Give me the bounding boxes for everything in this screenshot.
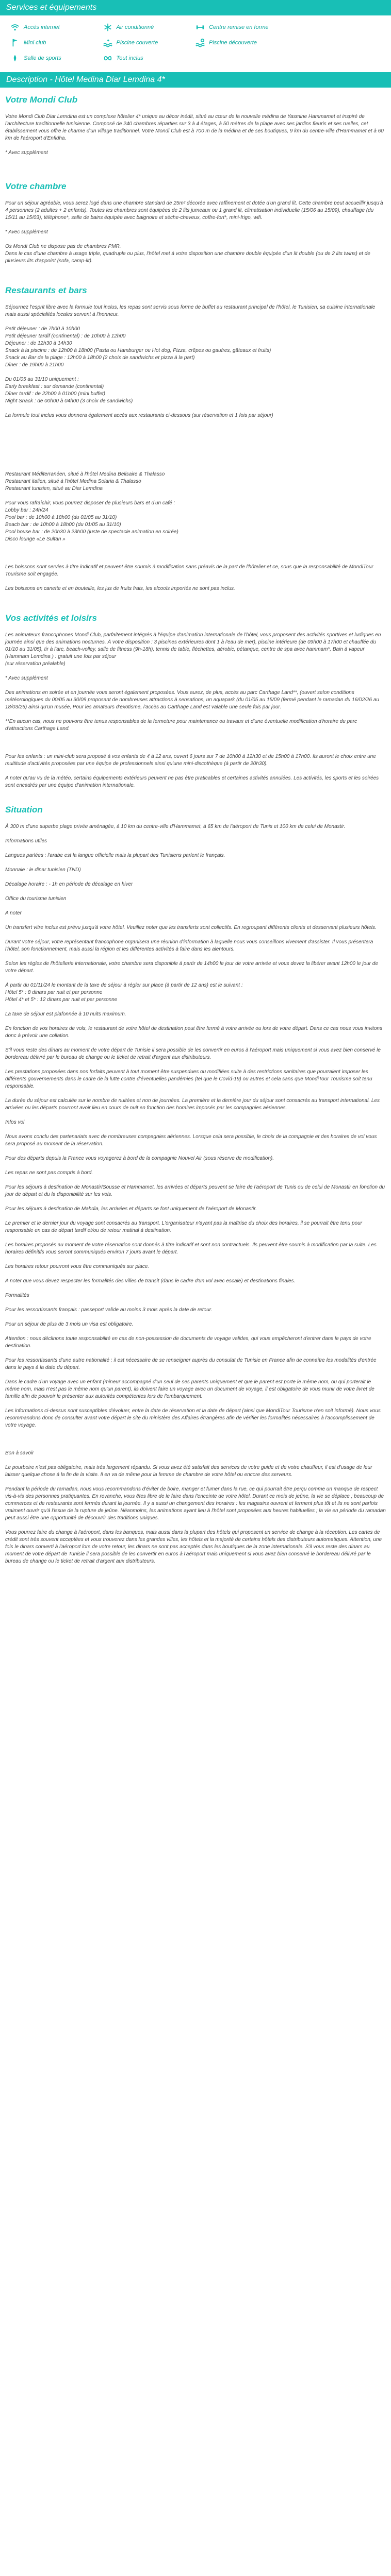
amenity-label: Piscine couverte [116,40,158,46]
paragraph: Les boissons sont servies à titre indicatif et peuvent être soumis à modification sans préavis de la part de l'hôtelier et ce, sous que la responsabilité de MondiTour Tourisme soit engagée. [5,564,373,577]
paragraph: Dans le cas d'une chambre à usage triple, quadruple ou plus, l'hôtel met à votre disposition une chambre double équipée d'un lit double (ou de 2 lits twins) et de plusieurs lits d'appoint (sofa, camp-lit). [5,251,370,264]
paragraph: Vous pourrez faire du change à l'aéroport, dans les banques, mais aussi dans la plupart des hôtels qui proposent un service de change à la réception. Les cartes de crédit sont très souvent acceptées et vous trouverez dans les grandes villes, les hôtels et la majorité de certains hôtels des distributeurs automatiques. Attention, une fois le dinars converti à l'aéroport lors de votre retour, les dinars ne sont pas acceptés dans les boutiques de la zone internationale. S'il vous reste des dinars au moment de votre départ de Tunisie il sera possible de les convertir en euros à l'aéroport mais uniquement si vous avez bien conservé le bordereau délivré par le bureau de change ou le ticket de retrait d'argent aux distributeurs. [5,1530,382,1564]
paragraph: A noter [5,910,22,916]
paragraph: En fonction de vos horaires de vols, le restaurant de votre hôtel de destination peut être fermé à votre arrivée ou lors de votre départ. Dans ce cas nous vous invitons donc à prévoir une collation. [5,1026,382,1039]
paragraph: Dans le cadre d'un voyage avec un enfant (mineur accompagné d'un seul de ses parents uniquement et que le parent est porte le même nom, ou qui porterait le même nom, mais n'est pas le même nom qu'un parent), ils doivent faire un voyage avec un document de voyage, il est obligatoire de vous munir de votre livret de famille afin de pouvoir le présenter aux autorités compétentes lors de l'embarquement. [5,1379,374,1399]
amenity-label: Tout inclus [116,55,143,61]
services-title: Services et équipements [6,3,97,12]
amenity-fitness [196,23,288,32]
paragraph: (sur réservation préalable) [5,661,66,667]
meal-hours: Déjeuner : de 12h30 à 14h30 [5,341,72,346]
amenity-label: Air conditionné [116,24,154,30]
paragraph: Formalités [5,1293,29,1298]
paragraph: Le premier et le dernier jour du voyage sont consacrés au transport. L'organisateur n'ayant pas la maîtrise du choix des horaires, il se pourrait être tenu pour responsable en cas de départ tardif et/ou de retour matinal à destination. [5,1221,362,1233]
paragraph: La durée du séjour est calculée sur le nombre de nuitées et non de journées. La première et la dernière jour du séjour sont consacrés au transport international. Les arrivées ou les départs pourront avoir lieu en cours de nuit en fonction des horaires imposés par les compagnies aériennes. [5,1098,380,1111]
paragraph: Os Mondi Club ne dispose pas de chambres PMR. [5,244,121,249]
paragraph: Un transfert vitre inclus est prévu jusqu'à votre hôtel. Veuillez noter que les transferts sont collectifs. En regroupant différents clients et desservant plusieurs hôtels. [5,925,377,930]
amenity-spacer [288,23,381,32]
paragraph: Informations utiles [5,838,47,844]
paragraph: Selon les règles de l'hôtellerie internationale, votre chambre sera disponible à partir de 14h00 le jour de votre arrivée et vous devez la libérer avant 12h00 le jour de votre départ. [5,961,378,974]
amenity-label: Piscine découverte [209,40,257,46]
paragraph: Pour des départs depuis la France vous voyagerez à bord de la compagnie Nouvel Air (sous réserve de modification). [5,1156,274,1161]
amenity-miniclub [10,38,103,47]
paragraph: Pour les séjours à destination de Monastir/Sousse et Hammamet, les arrivées et départs peuvent se faire de l'aéroport de Tunis ou de celui de Monastir en fonction du jour de départ et du la disponibilité sur les vols. [5,1184,385,1197]
amenity-label: Centre remise en forme [209,24,269,30]
paragraph: Le pourboire n'est pas obligatoire, mais très largement répandu. Si vous avez été satisfait des services de votre guide et de votre chauffeur, il est d'usage de leur laisser quelque chose à la fin de la visite. Il en va de même pour la femme de chambre de votre hôtel ou encore des serveurs. [5,1465,372,1478]
paragraph: Des animations en soirée et en journée vous seront également proposées. Vous aurez, de plus, accès au parc Carthage Land**, (ouvert selon conditions météorologiques du 00/05 au 30/09 proposant de nombreuses attractions à sensations, un aquapark (du 01/05 au 15/09 (fermé pendant le ramadan du 16/02/26 au 18/03/26) ainsi qu'un musée, Pour les amateurs d'exotisme, l'accès au Carthage Land est valable une seule fois par jour. [5,690,379,710]
paragraph: Votre Mondi Club Diar Lemdina est un complexe hôtelier 4* unique au décor inédit, situé au cœur de la nouvelle médina de Yasmine Hammamet et inspiré de l'architecture traditionnelle tunisienne. Composé de 240 chambres réparties sur 3 à 4 étages, à 50 mètres de la plage avec ses jardins fleuris et ses ruelles, cet établissement vous offre le charme d'un village traditionnel. Votre Mondi Club est à 700 m de la médina et de ses boutiques, 9 km du centre-ville d'Hammamet et à 60 km de l'aéroport d'Enfidha. [5,114,384,141]
paragraph: Pour les ressortissants d'une autre nationalité : il est nécessaire de se renseigner auprès du consulat de Tunisie en France afin de connaître les modalités d'entrée dans le pays à la date du départ. [5,1358,377,1370]
section-title: Votre chambre [5,181,67,191]
pool-outdoor-icon [196,38,205,47]
section-title: Vos activités et loisirs [5,613,97,623]
paragraph: Durant votre séjour, votre représentant francophone organisera une réunion d'information à laquelle nous vous conseillons vivement d'assister. Il vous présentera l'hôtel, son fonctionnement, mais aussi la région et les différentes activités à faire dans les alentours. [5,939,373,952]
pool-icon [103,38,112,47]
amenity-wifi [10,23,103,32]
paragraph: A noter qu'au vu de la météo, certains équipements extérieurs peuvent ne pas être praticables et certaines activités annulées. Les activités, les sports et les soirées sont encadrés par une équipe d'animation internationale. [5,775,379,788]
amenity-indoor-pool [103,38,196,47]
section-activites [5,613,386,789]
description-title: Description - Hôtel Medina Diar Lemdina 4* [6,75,165,84]
golf-icon [10,38,20,47]
paragraph: Les animateurs francophones Mondi Club, parfaitement intégrés à l'équipe d'animation internationale de l'hôtel, vous proposent des activités sportives et ludiques en journée ainsi que des animations nocturnes. À votre disposition : 3 piscines extérieures dont 1 à l'eau de mer), piscine intérieure (de 09h00 à 17h00 et chauffée du 01/10 au 31/05), tir à l'arc, beach-volley, salle de fitness (9h-18h), tennis de table, fléchettes, aérobic, pétanque, centre de spa avec hammam*, Bain à vapeur (Hammam Lemdina ) : gratuit une fois par séjour [5,632,381,659]
paragraph: Infos vol [5,1120,25,1125]
amenity-spacer [288,38,381,47]
paragraph: Early breakfast : sur demande (continental) [5,384,104,389]
paragraph: Séjournez l'esprit libre avec la formule tout inclus, les repas sont servis sous forme de buffet au restaurant principal de l'hôtel, le Tunisien, sa cuisine internationale mais aussi spécialités locales servent à l'honneur. [5,304,376,317]
services-banner [0,0,391,15]
paragraph: Pour un séjour agréable, vous serez logé dans une chambre standard de 25m² décorée avec raffinement et dotée d'un grand lit. Cette chambre peut accueillir jusqu'à 4 personnes (2 adultes + 2 enfants). Toutes les chambres sont équipées de 2 lits jumeaux ou 1 grand lit, climatisation individuelle (15/06 au 15/09), chauffage (du 15/11 au 15/03), téléphone*, salle de bains équipée avec baignoire et sèche-cheveux, coffre-fort*, mini-frigo, wifi. [5,200,383,221]
meal-hours: Snack au Bar de la plage : 12h00 à 18h00 (2 choix de sandwichs et pizza à la part) [5,355,195,361]
section-club [5,95,386,157]
amenity-all-inclusive [103,54,196,63]
paragraph: À partir du 01/11/24 le montant de la taxe de séjour à régler sur place (à partir de 12 ans) est le suivant : [5,982,243,988]
paragraph: **En aucun cas, nous ne pouvons être tenus responsables de la fermeture pour maintenance ou travaux et d'une éventuelle modification d'horaire du parc d'attractions Carthage Land. [5,719,357,732]
meal-hours: Dîner : de 19h00 à 21h00 [5,362,64,368]
restaurant-item: Restaurant Méditerranéen, situé à l'hôtel Medina Belisaire & Thalasso [5,471,165,477]
restaurant-item: Restaurant italien, situé à l'hôtel Medina Solaria & Thalasso [5,479,141,484]
description-banner [0,72,391,88]
bar-item: Pool bar : de 10h00 à 18h00 (du 01/05 au 31/10) [5,515,117,520]
amenity-ac [103,23,196,32]
paragraph: A noter que vous devez respecter les formalités des villes de transit (dans le cadre d'un vol avec escale) et destinations finales. [5,1278,296,1284]
paragraph: Monnaie : le dinar tunisien (TND) [5,867,81,873]
spa-icon [10,54,20,63]
paragraph: Les informations ci-dessus sont susceptibles d'évoluer, entre la date de réservation et la date de départ (ainsi que MondiTour Tourisme n'en soit informé). Nous vous recommandons donc de consulter avant votre départ le site du ministère des Affaires étrangères afin de vérifier les formalités nécessaires à l'accomplissement de votre voyage. [5,1408,381,1428]
paragraph: * Avec supplément [5,150,48,156]
paragraph: La formule tout inclus vous donnera également accès aux restaurants ci-dessous (sur réservation et 1 fois par séjour) [5,413,273,418]
paragraph: Langues parlées : l'arabe est la langue officielle mais la plupart des Tunisiens parlent le français. [5,853,225,858]
amenity-gym [10,54,103,63]
paragraph: Office du tourisme tunisien [5,896,67,902]
paragraph: Les horaires proposés au moment de votre réservation sont donnés à titre indicatif et sont non contractuels. Ils peuvent être soumis à modification par la suite. Les horaires définitifs vous seront communiqués environ 7 jours avant le départ. [5,1242,377,1255]
all-inclusive-icon [103,54,112,63]
paragraph: Dîner tardif : de 22h00 à 01h00 (mini buffet) [5,391,106,397]
section-restaurants [5,285,386,592]
paragraph: S'il vous reste des dinars au moment de votre départ de Tunisie il sera possible de les convertir en euros à l'aéroport mais uniquement si vous avez bien conservé le bordereau délivré par le bureau de change ou le ticket de retrait d'argent aux distributeurs. [5,1047,381,1060]
bar-item: Disco lounge «Le Sultan » [5,536,66,542]
paragraph: À 300 m d'une superbe plage privée aménagée, à 10 km du centre-ville d'Hammamet, à 65 km de l'aéroport de Tunis et 100 km de celui de Monastir. [5,824,346,829]
wifi-icon [10,23,20,32]
paragraph: Hôtel 4* et 5* : 12 dinars par nuit et par personne [5,997,118,1003]
bar-item: Pool house bar : de 20h30 à 23h00 (juste de spectacle animation en soirée) [5,529,178,535]
amenity-label: Salle de sports [24,55,61,61]
paragraph: Les repas ne sont pas compris à bord. [5,1170,93,1176]
section-title: Restaurants et bars [5,285,87,295]
paragraph: Du 01/05 au 31/10 uniquement : [5,377,79,382]
paragraph: Night Snack : de 00h00 à 04h00 (3 choix de sandwichs) [5,398,133,404]
paragraph: Pour les enfants : un mini-club sera proposé à vos enfants de 4 à 12 ans, ouvert 6 jours sur 7 de 10h00 à 12h30 et de 15h00 à 17h00. Ils auront le choix entre une multitude d'activités proposées par une équipe de professionnels ainsi qu'une mini-discothèque (à partir de 20h30). [5,754,376,767]
paragraph: Bon à savoir [5,1450,34,1456]
paragraph: Attention : nous déclinons toute responsabilité en cas de non-possession de documents de voyage valides, qui vous empêcheront d'entrer dans le pays de votre destination. [5,1336,371,1349]
section-title: Votre Mondi Club [5,95,78,105]
bar-item: Beach bar : de 10h00 à 18h00 (du 01/05 au 31/10) [5,522,121,528]
paragraph: La taxe de séjour est plafonnée à 10 nuits maximum. [5,1011,126,1017]
section-title: Situation [5,805,43,815]
paragraph: Les boissons en canette et en bouteille, les jus de fruits frais, les alcools importés ne sont pas inclus. [5,586,235,591]
paragraph: Les prestations proposées dans nos forfaits peuvent à tout moment être suspendues ou modifiées suite à des restrictions sanitaires que pourraient imposer les différents gouvernements dans le cadre de la lutte contre d'éventuelles pandémies (tel que le Covid-19) ou autres et cela sans que MondiTour Tourisme soit tenu responsable. [5,1069,372,1089]
paragraph: Décalage horaire : - 1h en période de décalage en hiver [5,882,133,887]
paragraph: Pour les séjours à destination de Mahdia, les arrivées et départs se font uniquement de l'aéroport de Monastir. [5,1206,257,1212]
paragraph: Nous avons conclu des partenariats avec de nombreuses compagnies aériennes. Lorsque cela sera possible, le choix de la compagnie et des horaires de vol vous sera proposé au moment de la réservation. [5,1134,377,1147]
paragraph: * Avec supplément [5,229,48,235]
amenity-label: Accès internet [24,24,60,30]
dumbbell-icon [196,23,205,32]
section-chambre [5,181,386,265]
meal-hours: Petit déjeuner : de 7h00 à 10h00 [5,326,80,332]
paragraph: Pour vous rafraîchir, vous pourrez disposer de plusieurs bars et d'un café : [5,500,175,506]
paragraph: Hôtel 5* : 8 dinars par nuit et par personne [5,990,103,995]
snowflake-icon [103,23,112,32]
amenity-label: Mini club [24,40,46,46]
section-situation [5,805,386,1565]
bar-item: Lobby bar : 24h/24 [5,507,48,513]
amenities-grid [0,15,391,72]
meal-hours: Petit déjeuner tardif (continental) : de 10h00 à 12h00 [5,333,126,339]
paragraph: Pour un séjour de plus de 3 mois un visa est obligatoire. [5,1321,134,1327]
amenity-outdoor-pool [196,38,288,47]
restaurant-item: Restaurant tunisien, situé au Diar Lemdina [5,486,103,492]
paragraph: Les horaires retour pourront vous être communiqués sur place. [5,1264,150,1269]
paragraph: Pour les ressortissants français : passeport valide au moins 3 mois après la date de retour. [5,1307,213,1313]
meal-hours: Snack à la piscine : de 12h00 à 18h00 (Pasta ou Hamburger ou Hot dog, Pizza, crêpes ou gaufres, gâteaux et fruits) [5,348,271,353]
paragraph: * Avec supplément [5,675,48,681]
paragraph: Pendant la période du ramadan, nous vous recommandons d'éviter de boire, manger et fumer dans la rue, ce qui pourrait être perçu comme un manque de respect vis-à-vis des personnes pratiquantes. En revanche, vous êtes libre de le faire dans l'enceinte de votre hôtel. Durant ce mois de jeûne, la vie se déplace ; beaucoup de commerces et de restaurants sont fermés durant la journée. Il y a aussi un changement des horaires : les magasins ouvrent et ferment plus tôt et ils ne sont parfois vraiment ouvrir qu'à l'issue de la rupture de jeûne. Néanmoins, les animations ayant lieu à l'hôtel sont proposées aux heures habituelles ; la vie en période du ramadan peut aussi être une opportunité de découvrir des traditions uniques. [5,1486,386,1521]
